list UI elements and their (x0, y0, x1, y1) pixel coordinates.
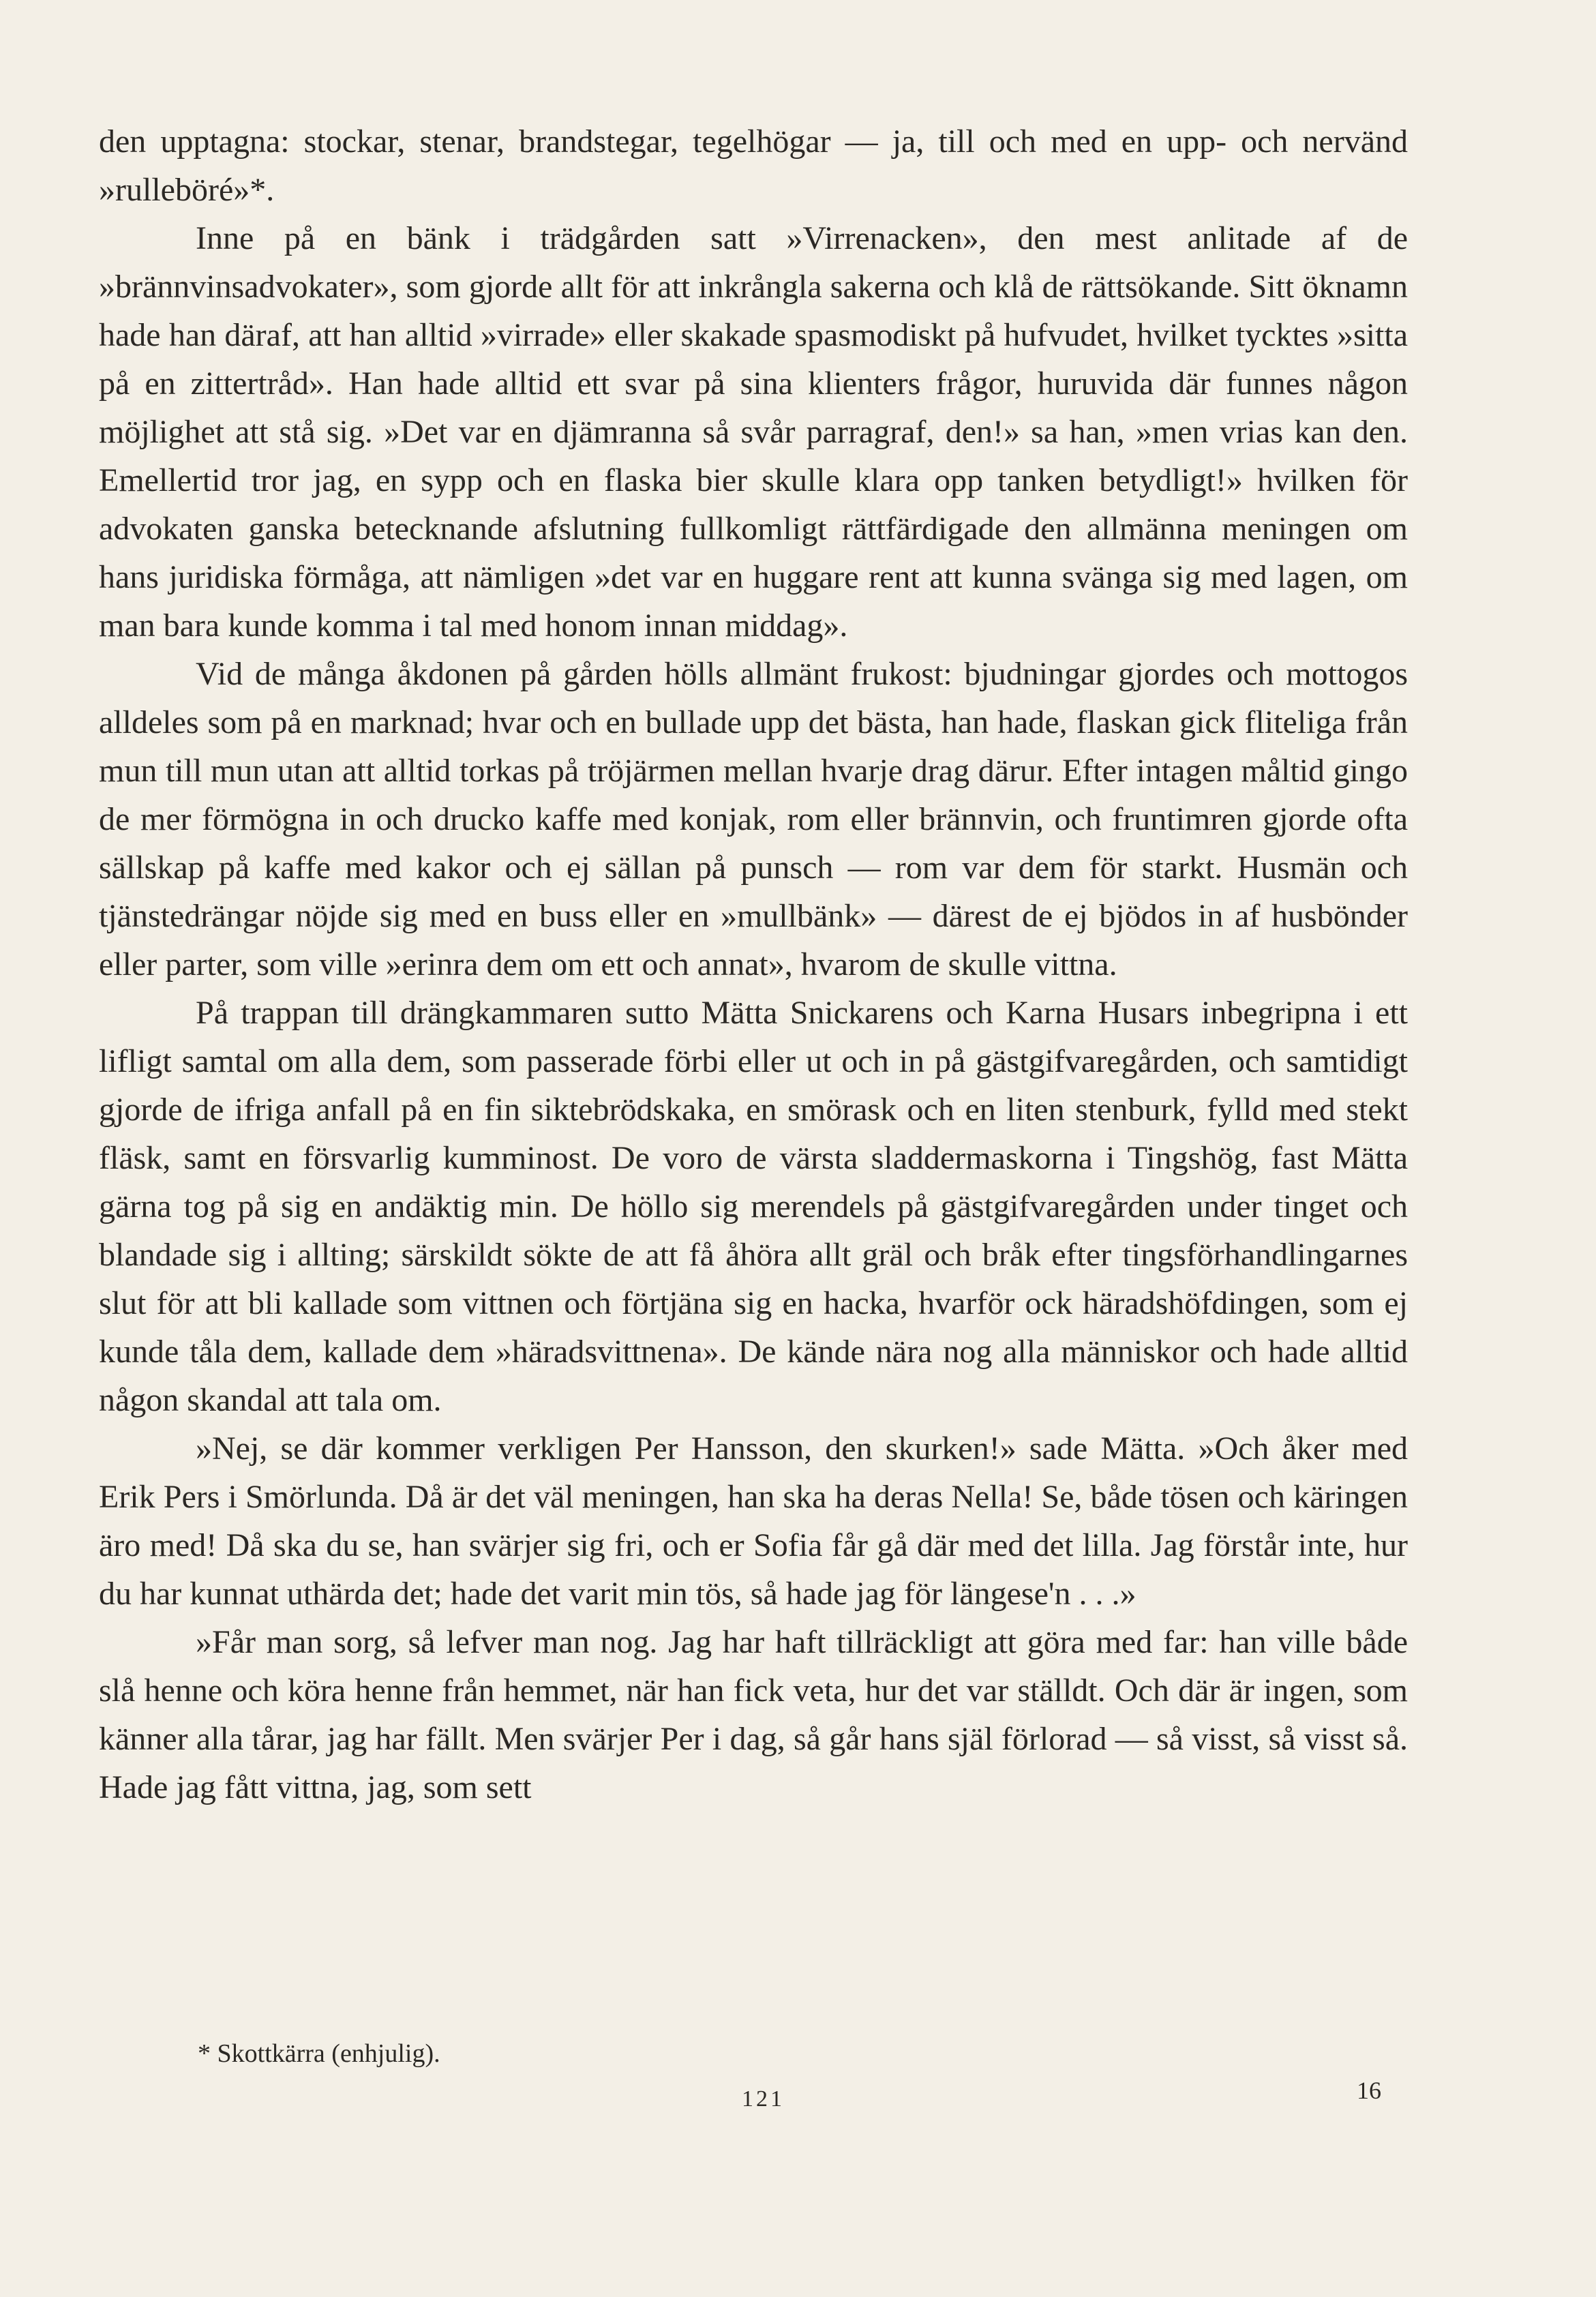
paragraph-5: »Nej, se där kommer verkligen Per Hansson, den skurken!» sade Mätta. »Och åker med Erik Pers i Smörlunda. Då är det väl meningen, han ska ha deras Nella! Se, både tösen och käringen äro med! Då ska du se, han svärjer sig fri, och er Sofia får gå där med det lilla. Jag förstår inte, hur du har kunnat uthärda det; hade det varit min tös, så hade jag för längese'n . . .» (99, 1430, 1408, 1612)
body-text (99, 117, 1408, 1812)
footnote: * Skottkärra (enhjulig). (198, 2039, 440, 2068)
paragraph-2: Inne på en bänk i trädgården satt »Virrenacken», den mest anlitade af de »brännvinsadvokater», som gjorde allt för att inkrångla sakerna och klå de rättsökande. Sitt öknamn hade han däraf, att han alltid »virrade» eller skakade spasmodiskt på hufvudet, hvilket tycktes »sitta på en zittertråd». Han hade alltid ett svar på sina klienters frågor, huruvida där funnes någon möjlighet att stå sig. »Det var en djämranna så svår parragraf, den!» sa han, »men vrias kan den. Emellertid tror jag, en sypp och en flaska bier skulle klara opp tanken betydligt!» hvilken för advokaten ganska betecknande afslutning fullkomligt rättfärdigade den allmänna meningen om hans juridiska förmåga, att nämligen »det var en huggare rent att kunna svänga sig med lagen, om man bara kunde komma i tal med honom innan middag». (99, 220, 1408, 644)
paragraph-1: den upptagna: stockar, stenar, brandstegar, tegelhögar — ja, till och med en upp- och nervänd »rulleböré»*. (99, 123, 1408, 208)
paragraph-4: På trappan till drängkammaren sutto Mätta Snickarens och Karna Husars inbegripna i ett lifligt samtal om alla dem, som passerade förbi eller ut och in på gästgifvaregården, och samtidigt gjorde de ifriga anfall på en fin siktebrödskaka, en smörask och en liten stenburk, fylld med stekt fläsk, samt en försvarlig kumminost. De voro de värsta sladdermaskorna i Tingshög, fast Mätta gärna tog på sig en andäktig min. De höllo sig merendels på gästgifvaregården under tinget och blandade sig i allting; särskildt sökte de att få åhöra allt gräl och bråk efter tingsförhandlingarnes slut för att bli kallade som vittnen och förtjäna sig en hacka, hvarför ock häradshöfdingen, som ej kunde tåla dem, kallade dem »häradsvittnena». De kände nära nog alla människor och hade alltid någon skandal att tala om. (99, 995, 1408, 1418)
paragraph-3: Vid de många åkdonen på gården hölls allmänt frukost: bjudningar gjordes och mottogos alldeles som på en marknad; hvar och en bullade upp det bästa, han hade, flaskan gick fliteliga från mun till mun utan att alltid torkas på tröjärmen mellan hvarje drag därur. Efter intagen måltid gingo de mer förmögna in och drucko kaffe med konjak, rom eller brännvin, och fruntimren gjorde ofta sällskap på kaffe med kakor och ej sällan på punsch — rom var dem för starkt. Husmän och tjänstedrängar nöjde sig med en buss eller en »mullbänk» — därest de ej bjödos in af husbönder eller parter, som ville »erinra dem om ett och annat», hvarom de skulle vittna. (99, 656, 1408, 982)
paragraph-6: »Får man sorg, så lefver man nog. Jag har haft tillräckligt att göra med far: han ville både slå henne och köra henne från hemmet, när han fick veta, hur det var ställdt. Och där är ingen, som känner alla tårar, jag har fällt. Men svärjer Per i dag, så går hans själ förlorad — så visst, så visst så. Hade jag fått vittna, jag, som sett (99, 1624, 1408, 1805)
page-number: 121 (742, 2086, 785, 2112)
signature-mark: 16 (1357, 2077, 1381, 2104)
